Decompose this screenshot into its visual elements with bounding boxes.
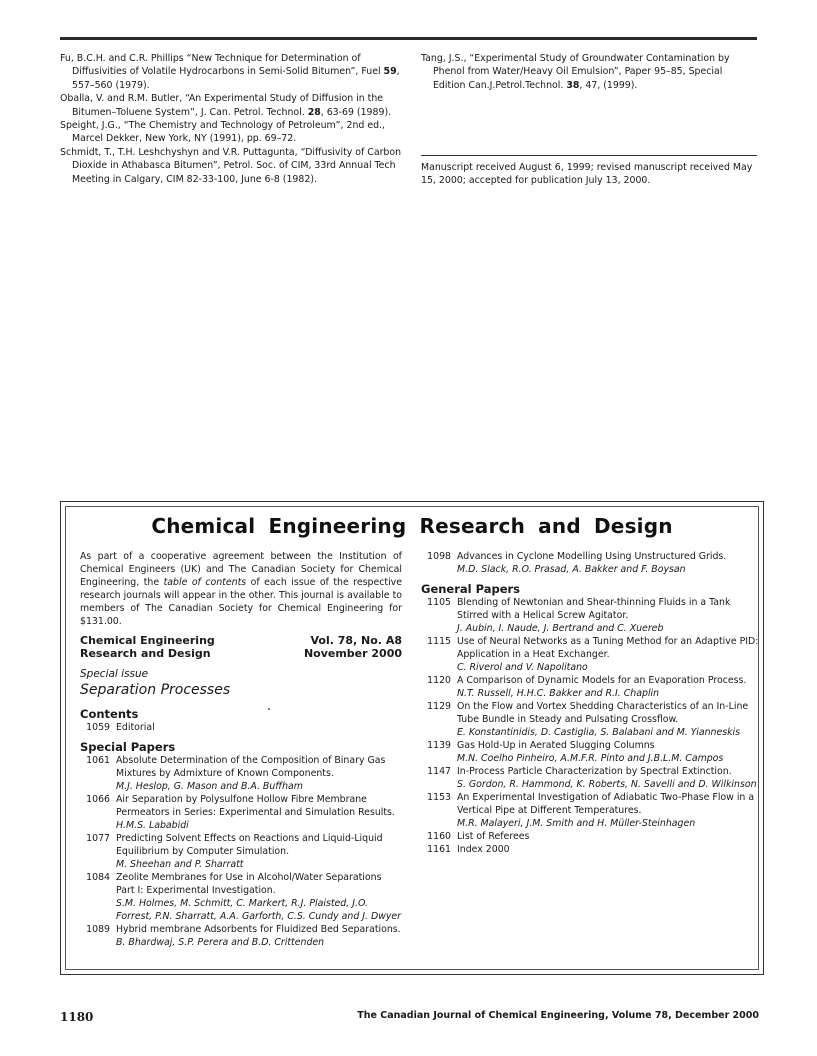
toc-entry	[421, 550, 761, 576]
toc-entry-body	[116, 871, 402, 923]
toc-title: Blending of Newtonian and Shear-thinning Fluids in a Tank Stirred with a Helical Screw Agitator.	[457, 597, 731, 621]
toc-authors: M. Sheehan and P. Sharratt	[116, 859, 244, 870]
toc-entry	[421, 765, 761, 791]
toc-entry-body	[457, 550, 761, 576]
toc-entry-body	[457, 700, 761, 739]
toc-title: Use of Neural Networks as a Tuning Method for an Adaptive PID: Application in a Heat Exchanger.	[457, 636, 759, 660]
toc-page-number: 1153	[427, 792, 451, 803]
toc-entry-body	[116, 793, 402, 832]
reference-volume: 59	[383, 66, 397, 78]
toc-title: Editorial	[116, 722, 155, 733]
toc-title: Advances in Cyclone Modelling Using Unstructured Grids.	[457, 551, 727, 562]
toc-page-number: 1161	[427, 844, 451, 855]
toc-authors: J. Aubin, I. Naude, J. Bertrand and C. Xuereb	[457, 623, 664, 634]
announcement-left-column	[80, 550, 402, 949]
intro-text-start: As part of a cooperative agreement between the Institution of Chemical Engineers (UK) and The Canadian Society for Chemical Engineering, the	[80, 551, 402, 588]
toc-page-number: 1098	[427, 551, 451, 562]
toc-entry-body	[457, 791, 761, 830]
reference-volume: 28	[307, 106, 321, 118]
contents-list	[80, 721, 402, 734]
toc-entry	[80, 832, 402, 871]
toc-authors: S. Gordon, R. Hammond, K. Roberts, N. Savelli and D. Wilkinson	[457, 779, 757, 790]
toc-entry	[421, 674, 761, 700]
reference-text: Oballa, V. and R.M. Butler, “An Experimental Study of Diffusion in the Bitumen–Toluene System”, J. Can. Petrol. Technol.	[60, 93, 384, 118]
toc-page-number: 1061	[86, 755, 110, 766]
reference-pages: , 557–560 (1979).	[72, 66, 400, 91]
toc-entry	[80, 871, 402, 923]
toc-authors: M.N. Coelho Pinheiro, A.M.F.R. Pinto and J.B.L.M. Campos	[457, 753, 724, 764]
toc-authors: C. Riverol and V. Napolitano	[457, 662, 588, 673]
announcement-intro	[80, 550, 402, 628]
toc-authors: E. Konstantinidis, D. Castiglia, S. Balabani and M. Yianneskis	[457, 727, 741, 738]
toc-entry-body	[457, 843, 761, 856]
toc-title: Predicting Solvent Effects on Reactions and Liquid-Liquid Equilibrium by Computer Simulation.	[116, 833, 383, 857]
toc-page-number: 1077	[86, 833, 110, 844]
toc-page-number: 1115	[427, 636, 451, 647]
toc-entry-body	[457, 635, 761, 674]
toc-entry	[421, 596, 761, 635]
reference-text: Speight, J.G., “The Chemistry and Technology of Petroleum”, 2nd ed., Marcel Dekker, New York, NY (1991), pp. 69–72.	[60, 120, 386, 145]
toc-entry	[80, 754, 402, 793]
toc-entry	[421, 635, 761, 674]
toc-title: In-Process Particle Characterization by Spectral Extinction.	[457, 766, 732, 777]
toc-title: On the Flow and Vortex Shedding Characteristics of an In-Line Tube Bundle in Steady and Pulsating Crossflow.	[457, 701, 749, 725]
manuscript-note: Manuscript received August 6, 1999; revised manuscript received May 15, 2000; accepted for publication July 13, 2000.	[421, 162, 753, 187]
footer-journal-citation: The Canadian Journal of Chemical Engineering, Volume 78, December 2000	[357, 1010, 759, 1021]
reference-entry	[60, 92, 404, 119]
reference-entry	[60, 146, 404, 186]
toc-page-number: 1120	[427, 675, 451, 686]
toc-entry	[421, 791, 761, 830]
toc-page-number: 1147	[427, 766, 451, 777]
intro-text-end: of each issue of the respective research journals will appear in the other. This journal is available to members of The Canadian Society for Chemical Engineering for $131.00.	[80, 577, 402, 627]
toc-title: Gas Hold-Up in Aerated Slugging Columns	[457, 740, 655, 751]
toc-title: Hybrid membrane Adsorbents for Fluidized Bed Separations.	[116, 924, 401, 935]
journal-volume: Vol. 78, No. A8	[310, 634, 402, 647]
references-right-column	[421, 52, 757, 92]
toc-title: An Experimental Investigation of Adiabatic Two-Phase Flow in a Vertical Pipe at Different Temperatures.	[457, 792, 755, 816]
toc-entry-body	[457, 830, 761, 843]
toc-title: Air Separation by Polysulfone Hollow Fibre Membrane Permeators in Series: Experimental and Simulation Results.	[116, 794, 395, 818]
general-papers-heading: General Papers	[421, 582, 521, 596]
reference-entry	[60, 52, 404, 92]
toc-authors: N.T. Russell, H.H.C. Bakker and R.I. Chaplin	[457, 688, 660, 699]
toc-page-number: 1105	[427, 597, 451, 608]
toc-title: Absolute Determination of the Composition of Binary Gas Mixtures by Admixture of Known Components.	[116, 755, 386, 779]
manuscript-divider	[421, 155, 757, 156]
toc-entry-body	[116, 721, 402, 734]
toc-page-number: 1066	[86, 794, 110, 805]
reference-entry	[421, 52, 757, 92]
reference-text: Tang, J.S., “Experimental Study of Groundwater Contamination by Phenol from Water/Heavy Oil Emulsion”, Paper 95–85, Special Edition Can.J.Petrol.Technol.	[421, 53, 730, 91]
toc-entry	[421, 700, 761, 739]
toc-authors: M.J. Heslop, G. Mason and B.A. Buffham	[116, 781, 303, 792]
top-rule	[60, 37, 757, 40]
toc-title: Index 2000	[457, 844, 510, 855]
toc-page-number: 1139	[427, 740, 451, 751]
general-papers-list	[421, 596, 761, 856]
journal-volume-block	[304, 634, 402, 660]
toc-page-number: 1089	[86, 924, 110, 935]
journal-header	[80, 634, 402, 660]
toc-title: Zeolite Membranes for Use in Alcohol/Water Separations Part I: Experimental Investigation.	[116, 872, 382, 896]
announcement-title: Chemical Engineering Research and Design	[151, 514, 673, 538]
toc-entry-body	[457, 739, 761, 765]
announcement-right-column	[421, 550, 761, 856]
reference-entry	[60, 119, 404, 146]
reference-pages: , 47, (1999).	[579, 79, 638, 91]
reference-pages: , 63-69 (1989).	[320, 106, 392, 118]
toc-entry	[421, 830, 761, 843]
toc-entry	[421, 739, 761, 765]
reference-volume: 38	[566, 79, 580, 91]
reference-text: Fu, B.C.H. and C.R. Phillips “New Technique for Determination of Diffusivities of Volatile Hydrocarbons in Semi-Solid Bitumen”, Fuel	[60, 53, 384, 78]
toc-authors: B. Bhardwaj, S.P. Perera and B.D. Crittenden	[116, 937, 325, 948]
toc-authors: M.D. Slack, R.O. Prasad, A. Bakker and F. Boysan	[457, 564, 686, 575]
toc-entry-body	[116, 923, 402, 949]
toc-entry	[421, 843, 761, 856]
toc-page-number: 1160	[427, 831, 451, 842]
toc-entry	[80, 793, 402, 832]
special-papers-heading: Special Papers	[80, 740, 176, 754]
toc-entry-body	[457, 765, 761, 791]
toc-entry	[80, 923, 402, 949]
toc-authors: M.R. Malayeri, J.M. Smith and H. Müller-Steinhagen	[457, 818, 696, 829]
special-issue-label: Special issue	[80, 668, 149, 680]
reference-text: Schmidt, T., T.H. Leshchyshyn and V.R. Puttagunta, “Diffusivity of Carbon Dioxide in Athabasca Bitumen”, Petrol. Soc. of CIM, 33rd Annual Tech Meeting in Calgary, CIM 82-33-100, June 6-8 (1982).	[60, 146, 402, 185]
toc-title: A Comparison of Dynamic Models for an Evaporation Process.	[457, 675, 747, 686]
special-papers-list-continued	[421, 550, 761, 576]
contents-heading: Contents	[80, 707, 139, 721]
toc-entry-body	[457, 596, 761, 635]
toc-entry	[80, 721, 402, 734]
toc-title: List of Referees	[457, 831, 530, 842]
intro-text-italic: table of contents	[163, 577, 247, 588]
special-issue-topic: Separation Processes	[80, 682, 231, 698]
toc-page-number: 1129	[427, 701, 451, 712]
journal-date: November 2000	[303, 647, 402, 660]
references-left-column	[60, 52, 404, 186]
special-papers-list	[80, 754, 402, 949]
toc-entry-body	[457, 674, 761, 700]
toc-page-number: 1059	[86, 722, 110, 733]
toc-authors: H.M.S. Lababidi	[116, 820, 189, 831]
toc-entry-body	[116, 832, 402, 871]
toc-entry-body	[116, 754, 402, 793]
page-number: 1180	[60, 1010, 94, 1024]
toc-page-number: 1084	[86, 872, 110, 883]
toc-authors: S.M. Holmes, M. Schmitt, C. Markert, R.J. Plaisted, J.O. Forrest, P.N. Sharratt, A.A. Garforth, C.S. Cundy and J. Dwyer	[116, 898, 402, 922]
journal-title: Chemical Engineering Research and Design	[80, 634, 215, 660]
